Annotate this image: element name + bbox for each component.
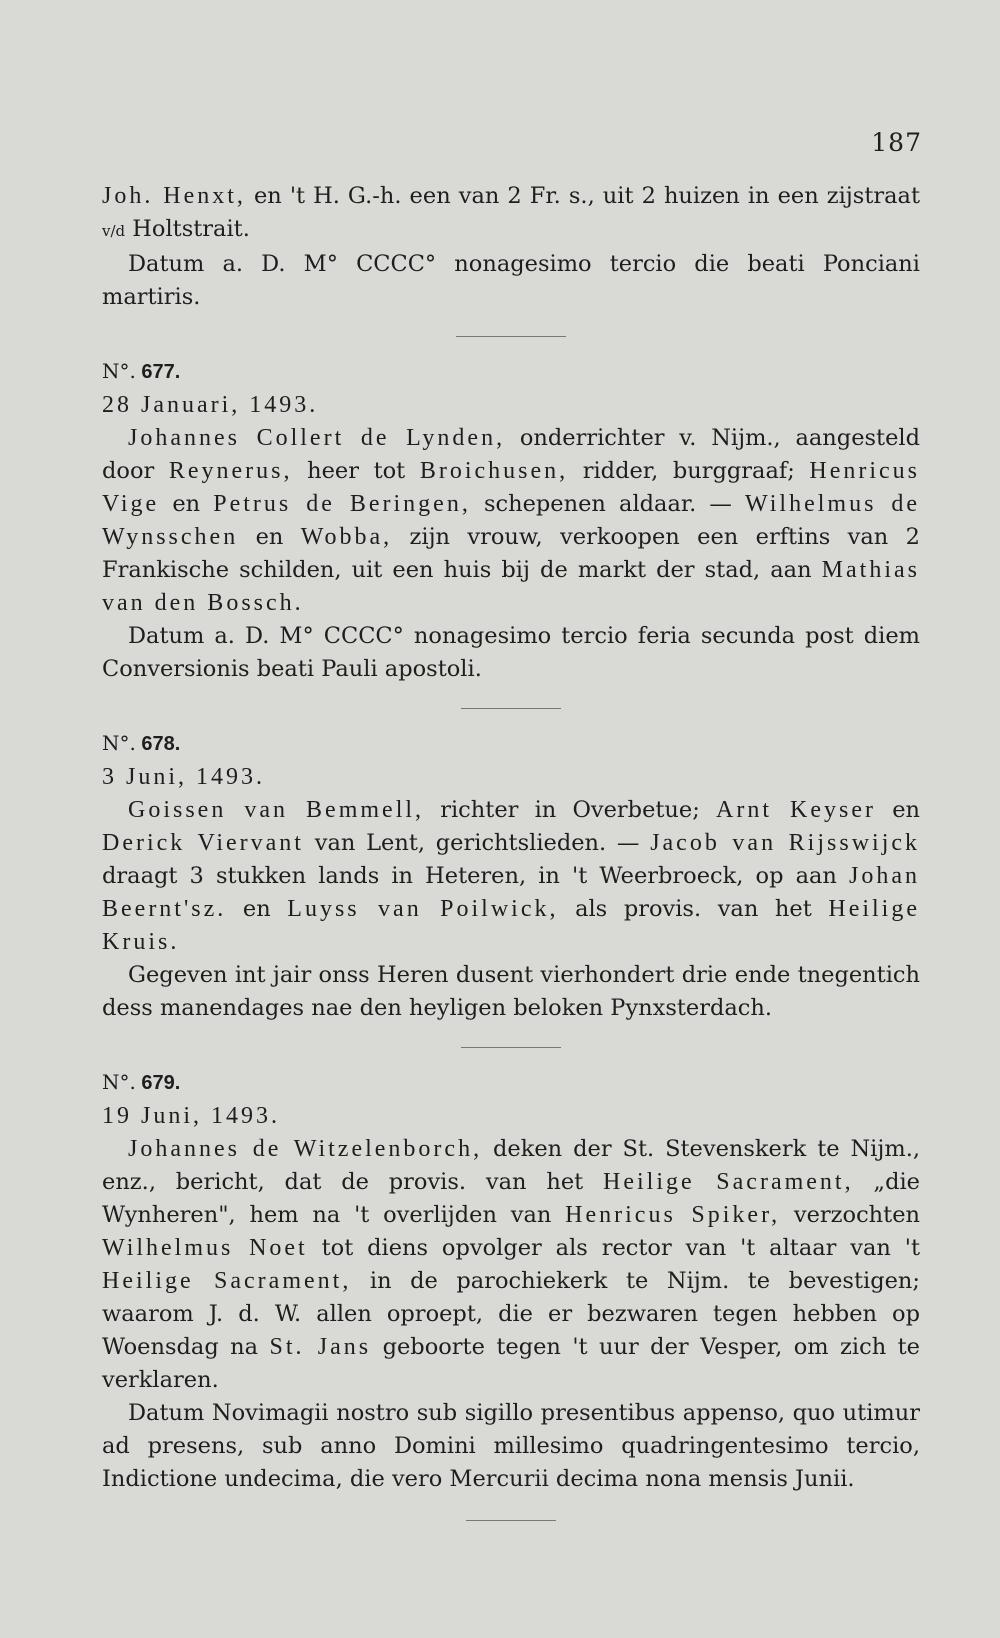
- body-text: geboorte tegen 't uur der Vesper, om zich te verklaren.: [102, 1334, 920, 1393]
- spaced-name: Goissen van Bemmell,: [128, 797, 425, 823]
- spaced-name: Wilhelmus Noet: [102, 1235, 308, 1261]
- spaced-name: Jacob van Rijsswijck: [650, 830, 921, 856]
- entry-closing: Datum Novimagii nostro sub sigillo presentibus appenso, quo utimur ad presens, sub anno Domini millesimo quadringentesimo tercio, Indictione undecima, die vero Mercurii decima nona mensis Junii.: [102, 1400, 920, 1492]
- entry-date: 28 Januari, 1493.: [102, 392, 319, 418]
- spaced-name: St. Jans: [269, 1334, 372, 1360]
- spaced-name: Johan Beernt'sz.: [102, 863, 920, 922]
- spaced-name: Henricus Spiker,: [565, 1202, 781, 1228]
- body-text: deken der St. Stevenskerk te Nijm., enz., bericht, dat de provis. van het: [102, 1136, 920, 1195]
- entry-date: 19 Juni, 1493.: [102, 1103, 281, 1129]
- document-body: [102, 180, 920, 1521]
- spaced-name: Broichusen,: [419, 458, 569, 484]
- intro-text: en 't H. G.-h. een van 2 Fr. s., uit 2 huizen in een zijstraat: [245, 183, 920, 209]
- intro-datum: Datum a. D. M° CCCC° nonagesimo tercio die beati Ponciani martiris.: [102, 251, 920, 310]
- body-text: tot diens opvolger als rector van 't altaar van 't: [307, 1235, 920, 1261]
- entry-number: N°. 677.: [102, 359, 181, 383]
- separator-rule: [461, 1047, 561, 1048]
- entry-body: [102, 794, 920, 959]
- body-text: zijn vrouw, verkoopen een erftins van 2 Frankische schilden, uit een huis bij de markt der stad, aan: [102, 524, 920, 583]
- entry-closing: Gegeven int jair onss Heren dusent vierhondert drie ende tnegentich dess manendages nae den heyligen beloken Pynxsterdach.: [102, 962, 920, 1021]
- spaced-name: Reynerus,: [168, 458, 293, 484]
- spaced-name: Derick Viervant: [102, 830, 304, 856]
- spaced-name: Arnt Keyser: [716, 797, 877, 823]
- body-text: en: [238, 524, 301, 550]
- body-text: heer tot: [292, 458, 420, 484]
- spaced-name: Johannes Collert de Lynden,: [128, 425, 506, 451]
- intro-paragraph: [102, 180, 920, 248]
- body-text: onderrichter v. Nijm., aangesteld door: [102, 425, 921, 484]
- body-text: en: [226, 896, 288, 922]
- body-text: van Lent, gerichtslieden. —: [303, 830, 651, 856]
- spaced-name: Heilige Kruis.: [102, 896, 920, 955]
- body-text: „die Wynheren", hem na 't overlijden van: [102, 1169, 920, 1228]
- body-text: en: [159, 491, 214, 517]
- spaced-name: Mathias van den Bossch.: [102, 557, 920, 616]
- spaced-name: Luyss van Poilwick,: [287, 896, 559, 922]
- spaced-name: Heilige Sacrament,: [102, 1268, 352, 1294]
- body-text: draagt 3 stukken lands in Heteren, in 't Weerbroeck, op aan: [102, 863, 849, 889]
- body-text: richter in Overbetue;: [424, 797, 717, 823]
- entry-closing: Datum a. D. M° CCCC° nonagesimo tercio feria secunda post diem Conversionis beati Pauli apostoli.: [102, 623, 920, 682]
- page-number: 187: [871, 128, 922, 157]
- spaced-name: Heilige Sacrament,: [603, 1169, 854, 1195]
- body-text: verzochten: [780, 1202, 921, 1228]
- spaced-name: Petrus de Beringen,: [213, 491, 471, 517]
- entry-number: N°. 679.: [102, 1070, 181, 1094]
- entry-body: [102, 1133, 920, 1397]
- entry-date: 3 Juni, 1493.: [102, 764, 266, 790]
- spaced-name: Henricus Vige: [102, 458, 921, 517]
- body-text: ridder, burggraaf;: [568, 458, 810, 484]
- body-text: schepenen aldaar. —: [470, 491, 746, 517]
- body-text: als provis. van het: [558, 896, 829, 922]
- spaced-name: Wobba,: [300, 524, 393, 550]
- separator-rule: [461, 708, 561, 709]
- separator-rule: [466, 1520, 556, 1521]
- entry-number: N°. 678.: [102, 731, 181, 755]
- separator-rule: [456, 336, 566, 337]
- intro-fraction: v/d: [102, 222, 126, 240]
- spaced-name: Wilhelmus de Wynsschen: [102, 491, 921, 550]
- intro-name: Joh. Henxt,: [102, 183, 246, 209]
- entry-body: [102, 422, 920, 620]
- spaced-name: Johannes de Witzelenborch,: [128, 1136, 483, 1162]
- body-text: en: [876, 797, 921, 823]
- intro-text-end: Holtstrait.: [125, 216, 250, 242]
- body-text: in de parochiekerk te Nijm. te bevestigen; waarom J. d. W. allen oproept, die er bezwaren tegen hebben op Woensdag na: [102, 1268, 920, 1360]
